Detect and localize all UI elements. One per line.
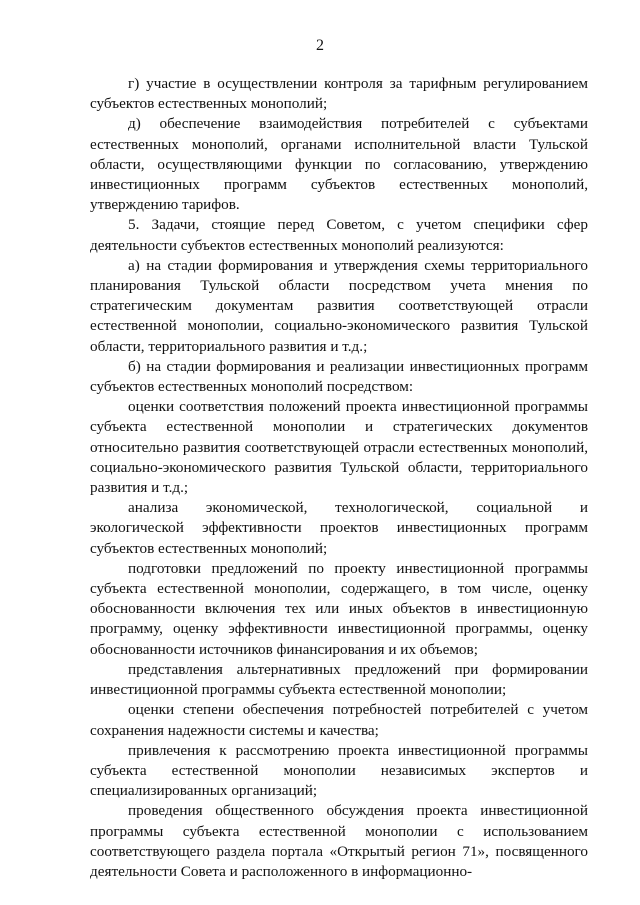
paragraph-public-discussion: проведения общественного обсуждения проекта инвестиционной программы субъекта естественной монополии с использованием соответствующего раздела портала «Открытый регион 71», посвященного деятельности Совета и расположенного в информационно- [90, 802, 588, 880]
paragraph-item-b: б) на стадии формирования и реализации инвестиционных программ субъектов естественных монополий посредством: [90, 357, 588, 396]
document-body [90, 74, 588, 882]
paragraph-proposals: подготовки предложений по проекту инвестиционной программы субъекта естественной монополии, содержащего, в том числе, оценку обоснованности включения тех или иных объектов в инвестиционную программу, оценку эффективности инвестиционной программы, оценку обоснованности источников финансирования и их объемов; [90, 559, 588, 658]
paragraph-assessment: оценки соответствия положений проекта инвестиционной программы субъекта естественной монополии и стратегических документов относительно развития соответствующей отрасли естественных монополий, социально-экономического развития Тульской области, территориального развития и т.д.; [90, 398, 588, 497]
page-number: 2 [316, 37, 324, 54]
paragraph-alternatives: представления альтернативных предложений при формировании инвестиционной программы субъекта естественной монополии; [90, 660, 588, 699]
paragraph-analysis: анализа экономической, технологической, социальной и экологической эффективности проектов инвестиционных программ субъектов естественных монополий; [90, 499, 588, 557]
paragraph-experts: привлечения к рассмотрению проекта инвестиционной программы субъекта естественной монополии независимых экспертов и специализированных организаций; [90, 741, 588, 800]
paragraph-section-5: 5. Задачи, стоящие перед Советом, с учетом специфики сфер деятельности субъектов естественных монополий реализуются: [90, 216, 588, 254]
paragraph-needs-assessment: оценки степени обеспечения потребностей потребителей с учетом сохранения надежности системы и качества; [90, 701, 588, 739]
paragraph-item-a: а) на стадии формирования и утверждения схемы территориального планирования Тульской области посредством учета мнения по стратегическим документам развития соответствующей отрасли естественной монополии, социально-экономического развития Тульской области, территориального развития и т.д.; [90, 256, 588, 355]
paragraph-item-d: д) обеспечение взаимодействия потребителей с субъектами естественных монополий, органами исполнительной власти Тульской области, осуществляющими функции по согласованию, утверждению инвестиционных программ субъектов естественных монополий, утверждению тарифов. [90, 115, 588, 214]
paragraph-item-g: г) участие в осуществлении контроля за тарифным регулированием субъектов естественных монополий; [90, 75, 588, 113]
